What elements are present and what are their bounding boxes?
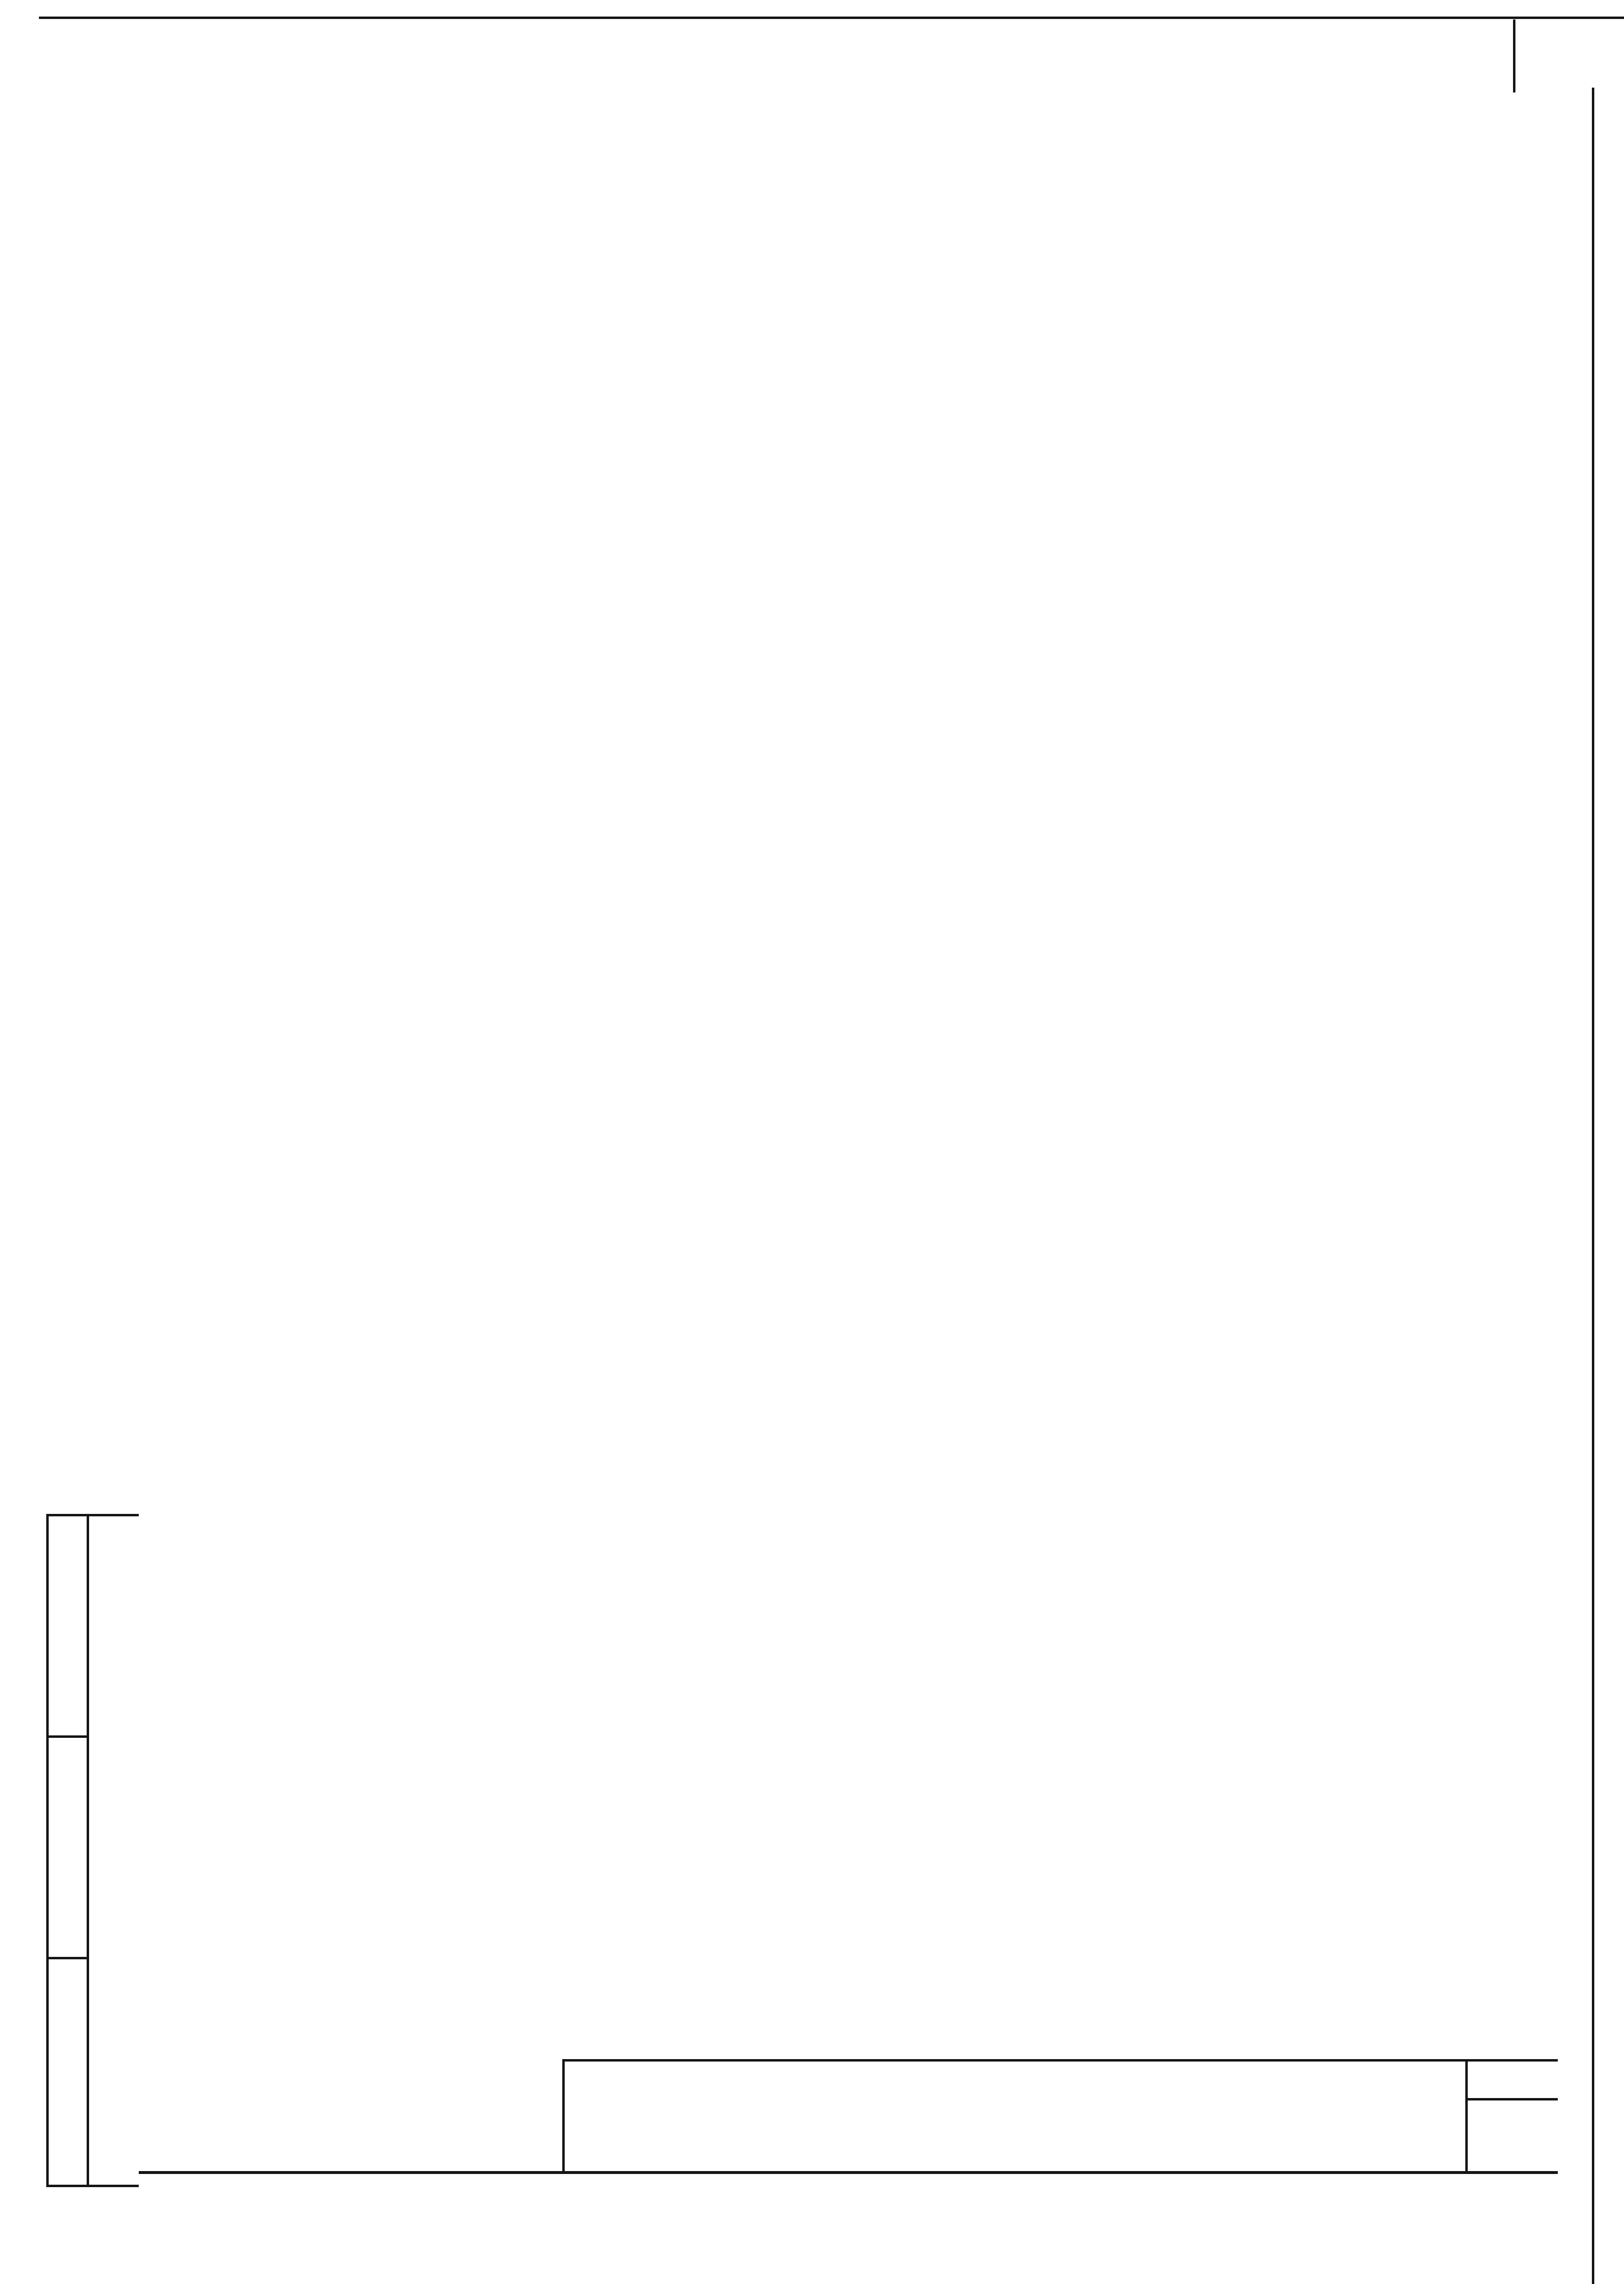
top-border <box>39 17 1624 19</box>
right-border <box>1592 88 1594 2284</box>
title-block-bottom <box>139 2171 1558 2174</box>
side-stamp-bottom-line <box>46 2185 139 2187</box>
side-stamp-sep2 <box>46 1957 89 1959</box>
title-block-top <box>562 2059 1558 2062</box>
side-stamp-top-line <box>46 1514 139 1516</box>
side-stamp-sep1 <box>46 1735 89 1738</box>
spec-table <box>146 92 1558 2019</box>
side-stamp-mid-line <box>87 1514 89 2186</box>
side-stamp-left-line <box>46 1514 49 2186</box>
title-block-sheet-divider <box>1465 2059 1468 2172</box>
title-block-sheet-sep <box>1465 2098 1558 2100</box>
title-block-left <box>562 2059 565 2172</box>
page-number-box-left <box>1513 19 1515 92</box>
